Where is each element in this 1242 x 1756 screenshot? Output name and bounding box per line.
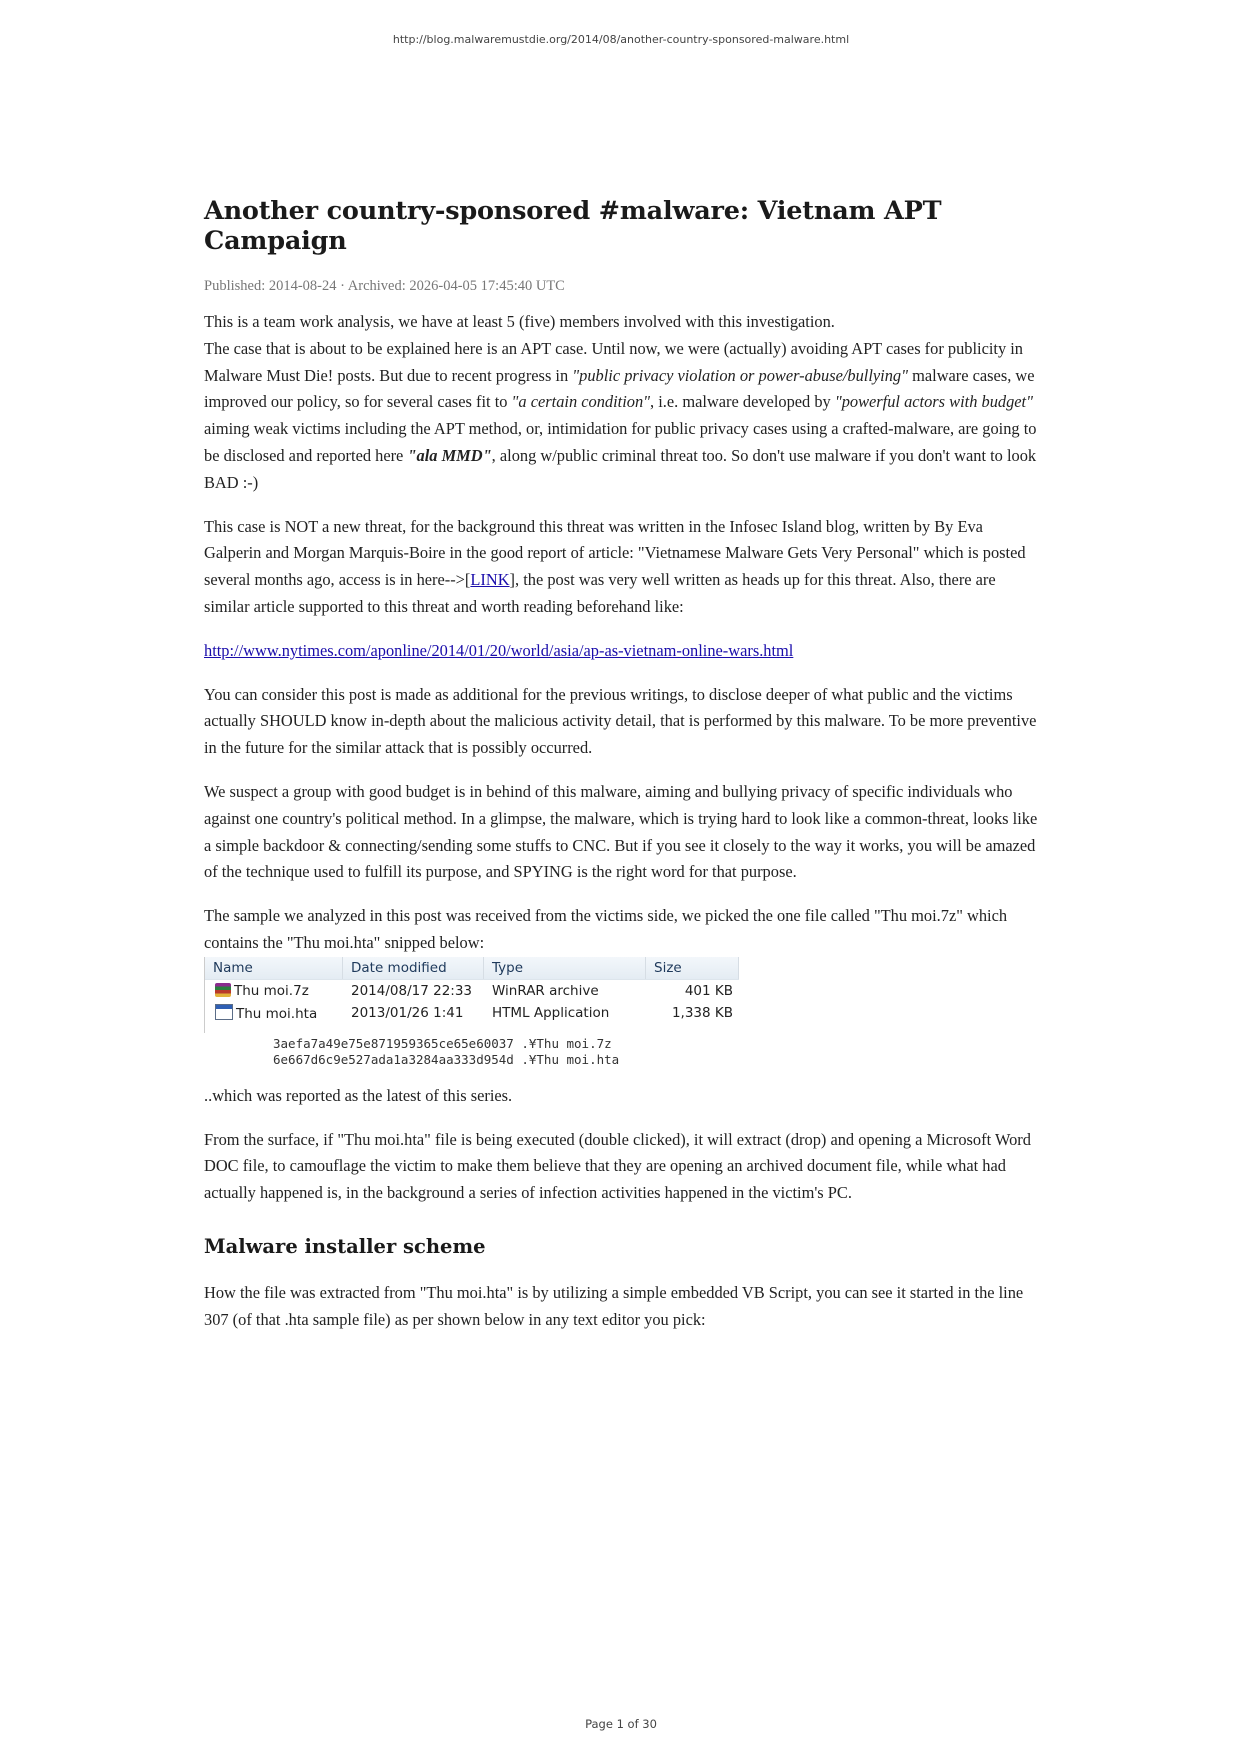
paragraph-background: This case is NOT a new threat, for the background this threat was written in the Infosec Island blog, written by By Eva Galperin and Morgan Marquis-Boire in the good report of article: "Vietnamese Malware Gets Very Personal" which is posted several months ago, access is in here-->[LINK], the post was very well written as heads up for this threat. Also, there are similar article supported to this threat and worth reading beforehand like: xyxy=(204,516,1026,616)
hash-line: 6e667d6c9e527ada1a3284aa333d954d .¥Thu moi.hta xyxy=(273,1052,620,1068)
column-name: Name xyxy=(205,957,343,979)
paragraph-sample: The sample we analyzed in this post was received from the victims side, we picked the one file called "Thu moi.7z" which contains the "Thu moi.hta" snipped below: xyxy=(204,906,1008,952)
paragraph-nyt-link xyxy=(204,638,1044,665)
paragraph-additional: You can consider this post is made as additional for the previous writings, to disclose deeper of what public and the victims actually SHOULD know in-depth about the malicious activity detail, that is performed by this malware. To be more preventive in the future for the similar attack that is possibly occurred. xyxy=(204,684,1037,758)
column-size: Size xyxy=(646,957,739,979)
paragraph-extraction: How the file was extracted from "Thu moi.hta" is by utilizing a simple embedded VB Script, you can see it started in the line 307 (of that .hta sample file) as per shown below in any text editor you pick: xyxy=(204,1282,1024,1329)
paragraph-policy: The case that is about to be explained here is an APT case. Until now, we were (actually) avoiding APT cases for publicity in Malware Must Die! posts. But due to recent progress in "public privacy violation or power-abuse/bullying" malware cases, we improved our policy, so for several cases fit to "a certain condition", i.e. malware developed by "powerful actors with budget" aiming weak victims including the APT method, or, intimidation for public privacy cases using a crafted-malware, are going to be disclosed and reported here "ala MMD", along w/public criminal threat too. So don't use malware if you don't want to look BAD :-) xyxy=(204,338,1037,492)
nytimes-link[interactable]: http://www.nytimes.com/aponline/2014/01/20/world/asia/ap-as-vietnam-online-wars.html xyxy=(204,640,794,660)
paragraph-intro: This is a team work analysis, we have at least 5 (five) members involved with this investigation. xyxy=(204,312,835,331)
page-number: Page 1 of 30 xyxy=(585,1717,657,1731)
column-type: Type xyxy=(484,957,646,979)
file-row: Thu moi.hta 2013/01/26 1:41 HTML Application 1,338 KB xyxy=(205,1002,739,1024)
hash-line: 3aefa7a49e75e871959365ce65e60037 .¥Thu moi.7z xyxy=(273,1035,612,1051)
infosec-island-link[interactable]: LINK xyxy=(470,570,510,590)
file-listing-header xyxy=(205,957,739,980)
file-row: Thu moi.7z 2014/08/17 22:33 WinRAR archive 401 KB xyxy=(205,980,739,1002)
file-hashes xyxy=(204,1036,1044,1069)
column-date: Date modified xyxy=(343,957,484,979)
winrar-archive-icon xyxy=(215,983,231,997)
paragraph-surface: From the surface, if "Thu moi.hta" file is being executed (double clicked), it will extract (drop) and opening a Microsoft Word DOC file, to camouflage the victim to make them believe that they are opening an archived document file, while what had actually happened is, in the background a series of infection activities happened in the victim's PC. xyxy=(204,1129,1031,1203)
file-listing-screenshot xyxy=(204,957,739,1033)
html-application-icon xyxy=(215,1004,233,1020)
section-heading: Malware installer scheme xyxy=(204,1234,486,1258)
page-url: http://blog.malwaremustdie.org/2014/08/another-country-sponsored-malware.html xyxy=(392,33,850,46)
paragraph-suspect: We suspect a group with good budget is in behind of this malware, aiming and bullying privacy of specific individuals who against one country's political method. In a glimpse, the malware, which is trying hard to look like a common-threat, looks like a simple backdoor & connecting/sending some stuffs to CNC. But if you see it closely to the way it works, you will be amazed of the technique used to fulfill its purpose, and SPYING is the right word for that purpose. xyxy=(204,781,1038,882)
article xyxy=(204,196,1044,1351)
publish-meta: Published: 2014-08-24 · Archived: 2026-04-05 17:45:40 UTC xyxy=(204,278,565,294)
article-title: Another country-sponsored #malware: Vietnam APT Campaign xyxy=(204,196,942,256)
paragraph-latest: ..which was reported as the latest of this series. xyxy=(204,1085,513,1105)
